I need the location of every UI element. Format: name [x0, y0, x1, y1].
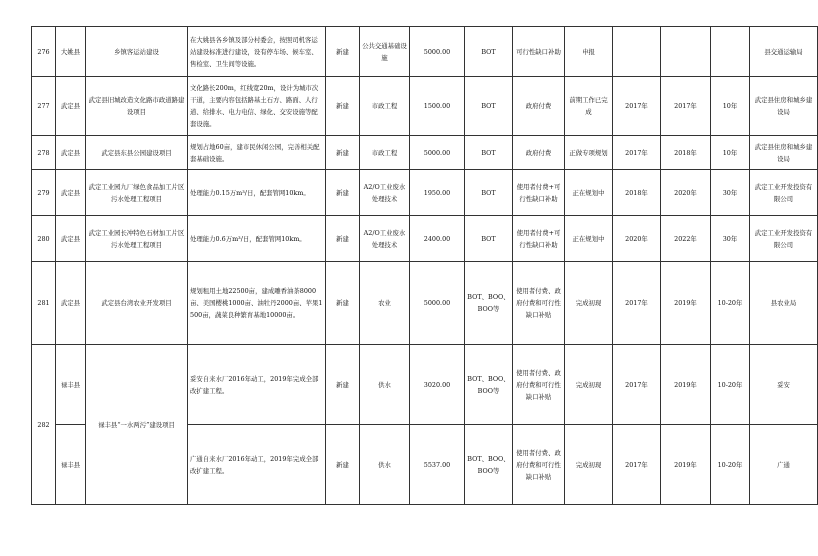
row-number: 281	[32, 262, 56, 345]
mode-cell: BOT	[465, 27, 513, 77]
project-name-cell: 武定工业园长冲特色石材加工片区污水处理工程项目	[86, 216, 188, 262]
category-cell: 供水	[360, 345, 410, 425]
content-cell: 广通自来水厂2016年动工，2019年完成全部改扩建工程。	[188, 425, 326, 505]
mode-cell: BOT	[465, 216, 513, 262]
owner-cell: 武定工业开发投资有限公司	[750, 216, 818, 262]
owner-cell: 武定县住房和城乡建设局	[750, 77, 818, 136]
mode-cell: BOT	[465, 136, 513, 170]
payment-cell: 使用者付费+可行性缺口补助	[513, 216, 565, 262]
row-number: 277	[32, 77, 56, 136]
payment-cell: 使用者付费、政府付费和可行性缺口补贴	[513, 262, 565, 345]
investment-cell: 5537.00	[410, 425, 465, 505]
end-year-cell: 2020年	[661, 170, 711, 216]
category-cell: 农业	[360, 262, 410, 345]
county-cell: 大姚县	[56, 27, 86, 77]
period-cell: 30年	[711, 216, 750, 262]
period-cell: 30年	[711, 170, 750, 216]
payment-cell: 使用者付费+可行性缺口补助	[513, 170, 565, 216]
category-cell: 市政工程	[360, 136, 410, 170]
row-number: 278	[32, 136, 56, 170]
investment-cell: 5000.00	[410, 262, 465, 345]
category-cell: 供水	[360, 425, 410, 505]
period-cell: 10-20年	[711, 345, 750, 425]
type-cell: 新建	[326, 77, 360, 136]
category-cell: A2/O工业废水处理技术	[360, 216, 410, 262]
period-cell: 10-20年	[711, 425, 750, 505]
project-name-cell: 禄丰县“一水两污”建设项目	[86, 345, 188, 505]
progress-cell: 申报	[565, 27, 613, 77]
content-cell: 规划占地60亩，建市民休闲公园，完善相关配套基础设施。	[188, 136, 326, 170]
start-year-cell	[613, 27, 661, 77]
content-cell: 规划租用土地22500亩，建成雕香油茶8000亩、美国樱桃1000亩、油牡丹2000亩、苹果1500亩，蔬菜良种繁育基地10000亩。	[188, 262, 326, 345]
county-cell: 武定县	[56, 262, 86, 345]
investment-cell: 1950.00	[410, 170, 465, 216]
period-cell	[711, 27, 750, 77]
row-number: 280	[32, 216, 56, 262]
owner-cell: 妥安	[750, 345, 818, 425]
owner-cell: 县农业局	[750, 262, 818, 345]
owner-cell: 武定工业开发投资有限公司	[750, 170, 818, 216]
payment-cell: 使用者付费、政府付费和可行性缺口补贴	[513, 345, 565, 425]
content-cell: 妥安自来水厂2016年动工，2019年完成全部改扩建工程。	[188, 345, 326, 425]
start-year-cell: 2017年	[613, 345, 661, 425]
table-row	[32, 136, 818, 170]
period-cell: 10年	[711, 77, 750, 136]
table-row	[32, 170, 818, 216]
row-number: 276	[32, 27, 56, 77]
owner-cell: 县交通运输局	[750, 27, 818, 77]
investment-cell: 5000.00	[410, 27, 465, 77]
start-year-cell: 2017年	[613, 77, 661, 136]
end-year-cell: 2019年	[661, 262, 711, 345]
payment-cell: 使用者付费、政府付费和可行性缺口补贴	[513, 425, 565, 505]
type-cell: 新建	[326, 170, 360, 216]
start-year-cell: 2017年	[613, 262, 661, 345]
content-cell: 处理能力0.6万m³/日，配套管网10km。	[188, 216, 326, 262]
progress-cell: 前期工作已完成	[565, 77, 613, 136]
end-year-cell: 2019年	[661, 345, 711, 425]
row-number: 279	[32, 170, 56, 216]
mode-cell: BOT	[465, 77, 513, 136]
progress-cell: 完成初现	[565, 425, 613, 505]
progress-cell: 正在规划中	[565, 216, 613, 262]
end-year-cell: 2022年	[661, 216, 711, 262]
category-cell: A2/O工业废水处理技术	[360, 170, 410, 216]
mode-cell: BOT	[465, 170, 513, 216]
investment-cell: 3020.00	[410, 345, 465, 425]
category-cell: 市政工程	[360, 77, 410, 136]
project-name-cell: 武定县旧城改造文化路市政道路建设项目	[86, 77, 188, 136]
type-cell: 新建	[326, 425, 360, 505]
table-row	[32, 216, 818, 262]
county-cell: 禄丰县	[56, 345, 86, 425]
category-cell: 公共交通基础设施	[360, 27, 410, 77]
type-cell: 新建	[326, 136, 360, 170]
table-row	[32, 262, 818, 345]
table-row	[32, 345, 818, 425]
owner-cell: 广通	[750, 425, 818, 505]
county-cell: 武定县	[56, 77, 86, 136]
mode-cell: BOT、BOO、BOO等	[465, 345, 513, 425]
start-year-cell: 2017年	[613, 425, 661, 505]
row-number: 282	[32, 345, 56, 505]
payment-cell: 政府付费	[513, 77, 565, 136]
content-cell: 文化路长200m，红线宽20m，设计为城市次干道，主要内容包括路基土石方、路面、人行道、给排水、电力电信、绿化、交安设施等配套设施。	[188, 77, 326, 136]
payment-cell: 政府付费	[513, 136, 565, 170]
type-cell: 新建	[326, 345, 360, 425]
start-year-cell: 2018年	[613, 170, 661, 216]
project-table	[31, 26, 818, 505]
county-cell: 武定县	[56, 170, 86, 216]
type-cell: 新建	[326, 216, 360, 262]
end-year-cell: 2018年	[661, 136, 711, 170]
period-cell: 10年	[711, 136, 750, 170]
table-row	[32, 27, 818, 77]
project-name-cell: 乡镇客运站建设	[86, 27, 188, 77]
project-name-cell: 武定县东县公园建设项目	[86, 136, 188, 170]
period-cell: 10-20年	[711, 262, 750, 345]
county-cell: 禄丰县	[56, 425, 86, 505]
type-cell: 新建	[326, 27, 360, 77]
project-name-cell: 武定工业园九厂绿色食品加工片区污水处理工程项目	[86, 170, 188, 216]
investment-cell: 2400.00	[410, 216, 465, 262]
end-year-cell: 2017年	[661, 77, 711, 136]
table-row	[32, 77, 818, 136]
payment-cell: 可行性缺口补助	[513, 27, 565, 77]
progress-cell: 正在规划中	[565, 170, 613, 216]
progress-cell: 完成初现	[565, 262, 613, 345]
investment-cell: 1500.00	[410, 77, 465, 136]
mode-cell: BOT、BOO、BOO等	[465, 262, 513, 345]
end-year-cell: 2019年	[661, 425, 711, 505]
county-cell: 武定县	[56, 216, 86, 262]
owner-cell: 武定县住房和城乡建设局	[750, 136, 818, 170]
content-cell: 在大姚县各乡镇及部分村委会，按照司机客运站建设标准进行建设，设有停车场、候车室、售检室、卫生间等设施。	[188, 27, 326, 77]
start-year-cell: 2017年	[613, 136, 661, 170]
start-year-cell: 2020年	[613, 216, 661, 262]
progress-cell: 正做专项规划	[565, 136, 613, 170]
mode-cell: BOT、BOO、BOO等	[465, 425, 513, 505]
progress-cell: 完成初现	[565, 345, 613, 425]
type-cell: 新建	[326, 262, 360, 345]
investment-cell: 5000.00	[410, 136, 465, 170]
content-cell: 处理能力0.15万m³/日，配套管网10km。	[188, 170, 326, 216]
end-year-cell	[661, 27, 711, 77]
county-cell: 武定县	[56, 136, 86, 170]
project-name-cell: 武定县台湾农业开发项目	[86, 262, 188, 345]
